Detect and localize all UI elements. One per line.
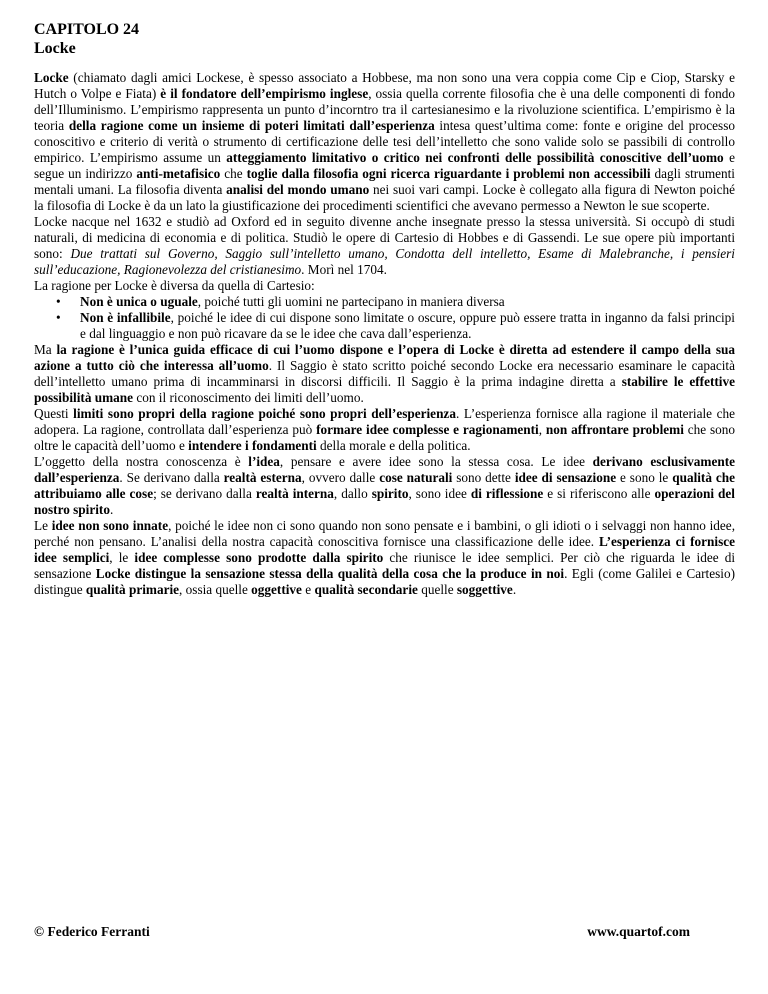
bold-text: non affrontare problemi [545, 422, 684, 437]
bold-text: operazioni del nostro spirito [34, 486, 735, 517]
bold-text: stabilire le effettive possibilità umane [34, 374, 735, 405]
bold-text: cose naturali [379, 470, 453, 485]
text-run: intesa quest’ultima come: fonte e origine del processo conoscitivo e criterio di verità o strumento di certificazione delle tesi dell’intelletto che sono valide solo se passibili di controllo empirico. L’empirismo assume un [34, 118, 735, 165]
text-run: che sono oltre le capacità dell’uomo e [34, 422, 736, 453]
bold-text: qualità secondarie [314, 582, 418, 597]
bold-text: anti-metafisico [136, 166, 221, 181]
bold-text: è il fondatore dell’empirismo inglese [160, 86, 369, 101]
bold-text: atteggiamento limitativo o critico nei confronti delle possibilità conoscitive dell’uomo [226, 150, 724, 165]
text-run: , poiché le idee non ci sono quando non sono pensate e i bambini, o gli idioti o i selvaggi non hanno idee, perché non pensano. L’analisi della nostra capacità conoscitiva fornisce una classificazione delle idee. [34, 518, 736, 549]
bold-text: l’idea [248, 454, 280, 469]
bold-text: idee di sensazione [514, 470, 617, 485]
footer-copyright: © Federico Ferranti [34, 924, 150, 939]
bold-text: la ragione è l’unica guida efficace di cui l’uomo dispone e l’opera di Locke è diretta ad estendere il campo della sua azione a tutto ciò che interessa all’uomo [34, 342, 735, 373]
text-run: L’oggetto della nostra conoscenza è [34, 454, 249, 469]
paragraph [34, 342, 735, 406]
bold-text: realtà interna [255, 486, 334, 501]
italic-text: Due trattati sul Governo, Saggio sull’intelletto umano, Condotta dell intelletto, Esame di Malebranche, i pensieri sull’educazione, Ragionevolezza del cristianesimo [34, 246, 735, 277]
page-footer [34, 924, 690, 940]
bold-text: intendere i fondamenti [188, 438, 317, 453]
text-run: quelle [417, 582, 457, 597]
text-run: Le [34, 518, 52, 533]
chapter-number: CAPITOLO 24 [34, 21, 140, 38]
paragraph [34, 214, 735, 278]
text-run: . Se derivano dalla [119, 470, 224, 485]
bold-text: L’esperienza ci fornisce idee semplici [34, 534, 735, 565]
bold-text: spirito [371, 486, 409, 501]
text-run: che riunisce le idee semplici. Per ciò che riguarda le idee di sensazione [34, 550, 736, 581]
list-item [34, 310, 735, 342]
bold-text: qualità che attribuiamo alle cose [34, 470, 736, 501]
text-run: Ma [34, 342, 57, 357]
text-run: , poiché le idee di cui dispone sono limitate o oscure, oppure può essere tratta in inganno da falsi principi e dal linguaggio e non può ricavare da se le idee che cava dall’esperienza. [80, 310, 735, 341]
text-run: . [109, 502, 114, 517]
bullet-icon: • [56, 310, 61, 325]
footer-website: www.quartof.com [587, 924, 690, 939]
bullet-icon: • [56, 294, 61, 309]
bold-text: della ragione come un insieme di poteri limitati dall’esperienza [68, 118, 435, 133]
document-page [34, 20, 735, 598]
bold-text: qualità primarie [85, 582, 180, 597]
bold-text: realtà esterna [223, 470, 302, 485]
bold-text: analisi del mondo umano [226, 182, 370, 197]
bold-text: di riflessione [470, 486, 544, 501]
bold-text: Non è unica o uguale [80, 294, 198, 309]
text-run: , ovvero dalle [301, 470, 380, 485]
text-run: e si riferiscono alle [543, 486, 655, 501]
paragraph [34, 70, 735, 214]
bullet-list [34, 294, 735, 342]
text-run: , ossia quella corrente filosofia che è una delle componenti di fondo dell’Illuminismo. L’empirismo rappresenta un punto d’incorntro tra il cartesianesimo e la rivoluzione scientifica. L’empirismo è la teoria [34, 86, 735, 133]
text-run: . Morì nel 1704. [301, 262, 387, 277]
bold-text: derivano esclusivamente dall’esperienza [34, 454, 735, 485]
paragraph [34, 518, 735, 598]
paragraph [34, 406, 735, 454]
paragraphs-main [34, 342, 735, 598]
bold-text: Non è infallibile [80, 310, 171, 325]
bold-text: idee complesse sono prodotte dalla spirito [134, 550, 384, 565]
bold-text: soggettive [456, 582, 513, 597]
text-run: , poiché tutti gli uomini ne partecipano in maniera diversa [197, 294, 505, 309]
bold-text: formare idee complesse e ragionamenti [316, 422, 539, 437]
text-run: e segue un indirizzo [34, 150, 735, 181]
bold-text: idee non sono innate [51, 518, 169, 533]
text-run: Questi [34, 406, 74, 421]
text-run: dagli strumenti mentali umani. La filosofia diventa [34, 166, 735, 197]
text-run: , ossia quelle [179, 582, 252, 597]
bold-text: oggettive [251, 582, 302, 597]
text-run: . Il Saggio è stato scritto poiché secondo Locke era necessario esaminare le capacità dell’intelletto umano prima di incamminarsi in discorsi difficili. Il Saggio è la prima indagine diretta a [34, 358, 735, 389]
text-run: . L’esperienza fornisce alla ragione il materiale che adopera. La ragione, controllata dall’esperienza può [34, 406, 736, 437]
bold-text: Locke [34, 70, 69, 85]
bold-text: Locke distingue la sensazione stessa della qualità della cosa che la produce in noi [95, 566, 565, 581]
body-text [34, 70, 735, 598]
paragraphs-intro [34, 70, 735, 294]
text-run: e [301, 582, 315, 597]
paragraph [34, 454, 735, 518]
paragraph [34, 278, 735, 294]
list-item [34, 294, 735, 310]
text-run: che [220, 166, 247, 181]
text-run: Locke nacque nel 1632 e studiò ad Oxford ed in seguito divenne anche insegnate presso la stessa università. Si occupò di studi naturali, di medicina di economia e di politica. Studiò le opere di Cartesio di Hobbes e di Gassendi. Le sue opere più importanti sono: [34, 214, 735, 261]
text-run: nei suoi vari campi. Locke è collegato alla figura di Newton poiché la filosofia di Locke è da un lato la giustificazione dei procedimenti scientifici che avevano permesso a Newton le sue scoperte. [34, 182, 735, 213]
text-run: , [538, 422, 546, 437]
text-run: . [512, 582, 517, 597]
text-run: , sono idee [408, 486, 471, 501]
text-run: e sono le [616, 470, 673, 485]
text-run: , le [109, 550, 135, 565]
text-run: sono dette [452, 470, 515, 485]
text-run: con il riconoscimento dei limiti dell’uomo. [133, 390, 364, 405]
chapter-title: Locke [34, 40, 76, 57]
bold-text: limiti sono propri della ragione poiché sono propri dell’esperienza [73, 406, 456, 421]
text-run: della morale e della politica. [316, 438, 471, 453]
text-run: La ragione per Locke è diversa da quella di Cartesio: [34, 278, 315, 293]
bold-text: toglie dalla filosofia ogni ricerca riguardante i problemi non accessibili [246, 166, 651, 181]
text-run: (chiamato dagli amici Lockese, è spesso associato a Hobbese, ma non sono una vera coppia come Cip e Ciop, Starsky e Hutch o Volpe e Fiata) [34, 70, 735, 101]
text-run: ; se derivano dalla [153, 486, 256, 501]
text-run: , pensare e avere idee sono la stessa cosa. Le idee [279, 454, 593, 469]
text-run: , dallo [333, 486, 372, 501]
text-run: . Egli (come Galilei e Cartesio) distingue [34, 566, 735, 597]
